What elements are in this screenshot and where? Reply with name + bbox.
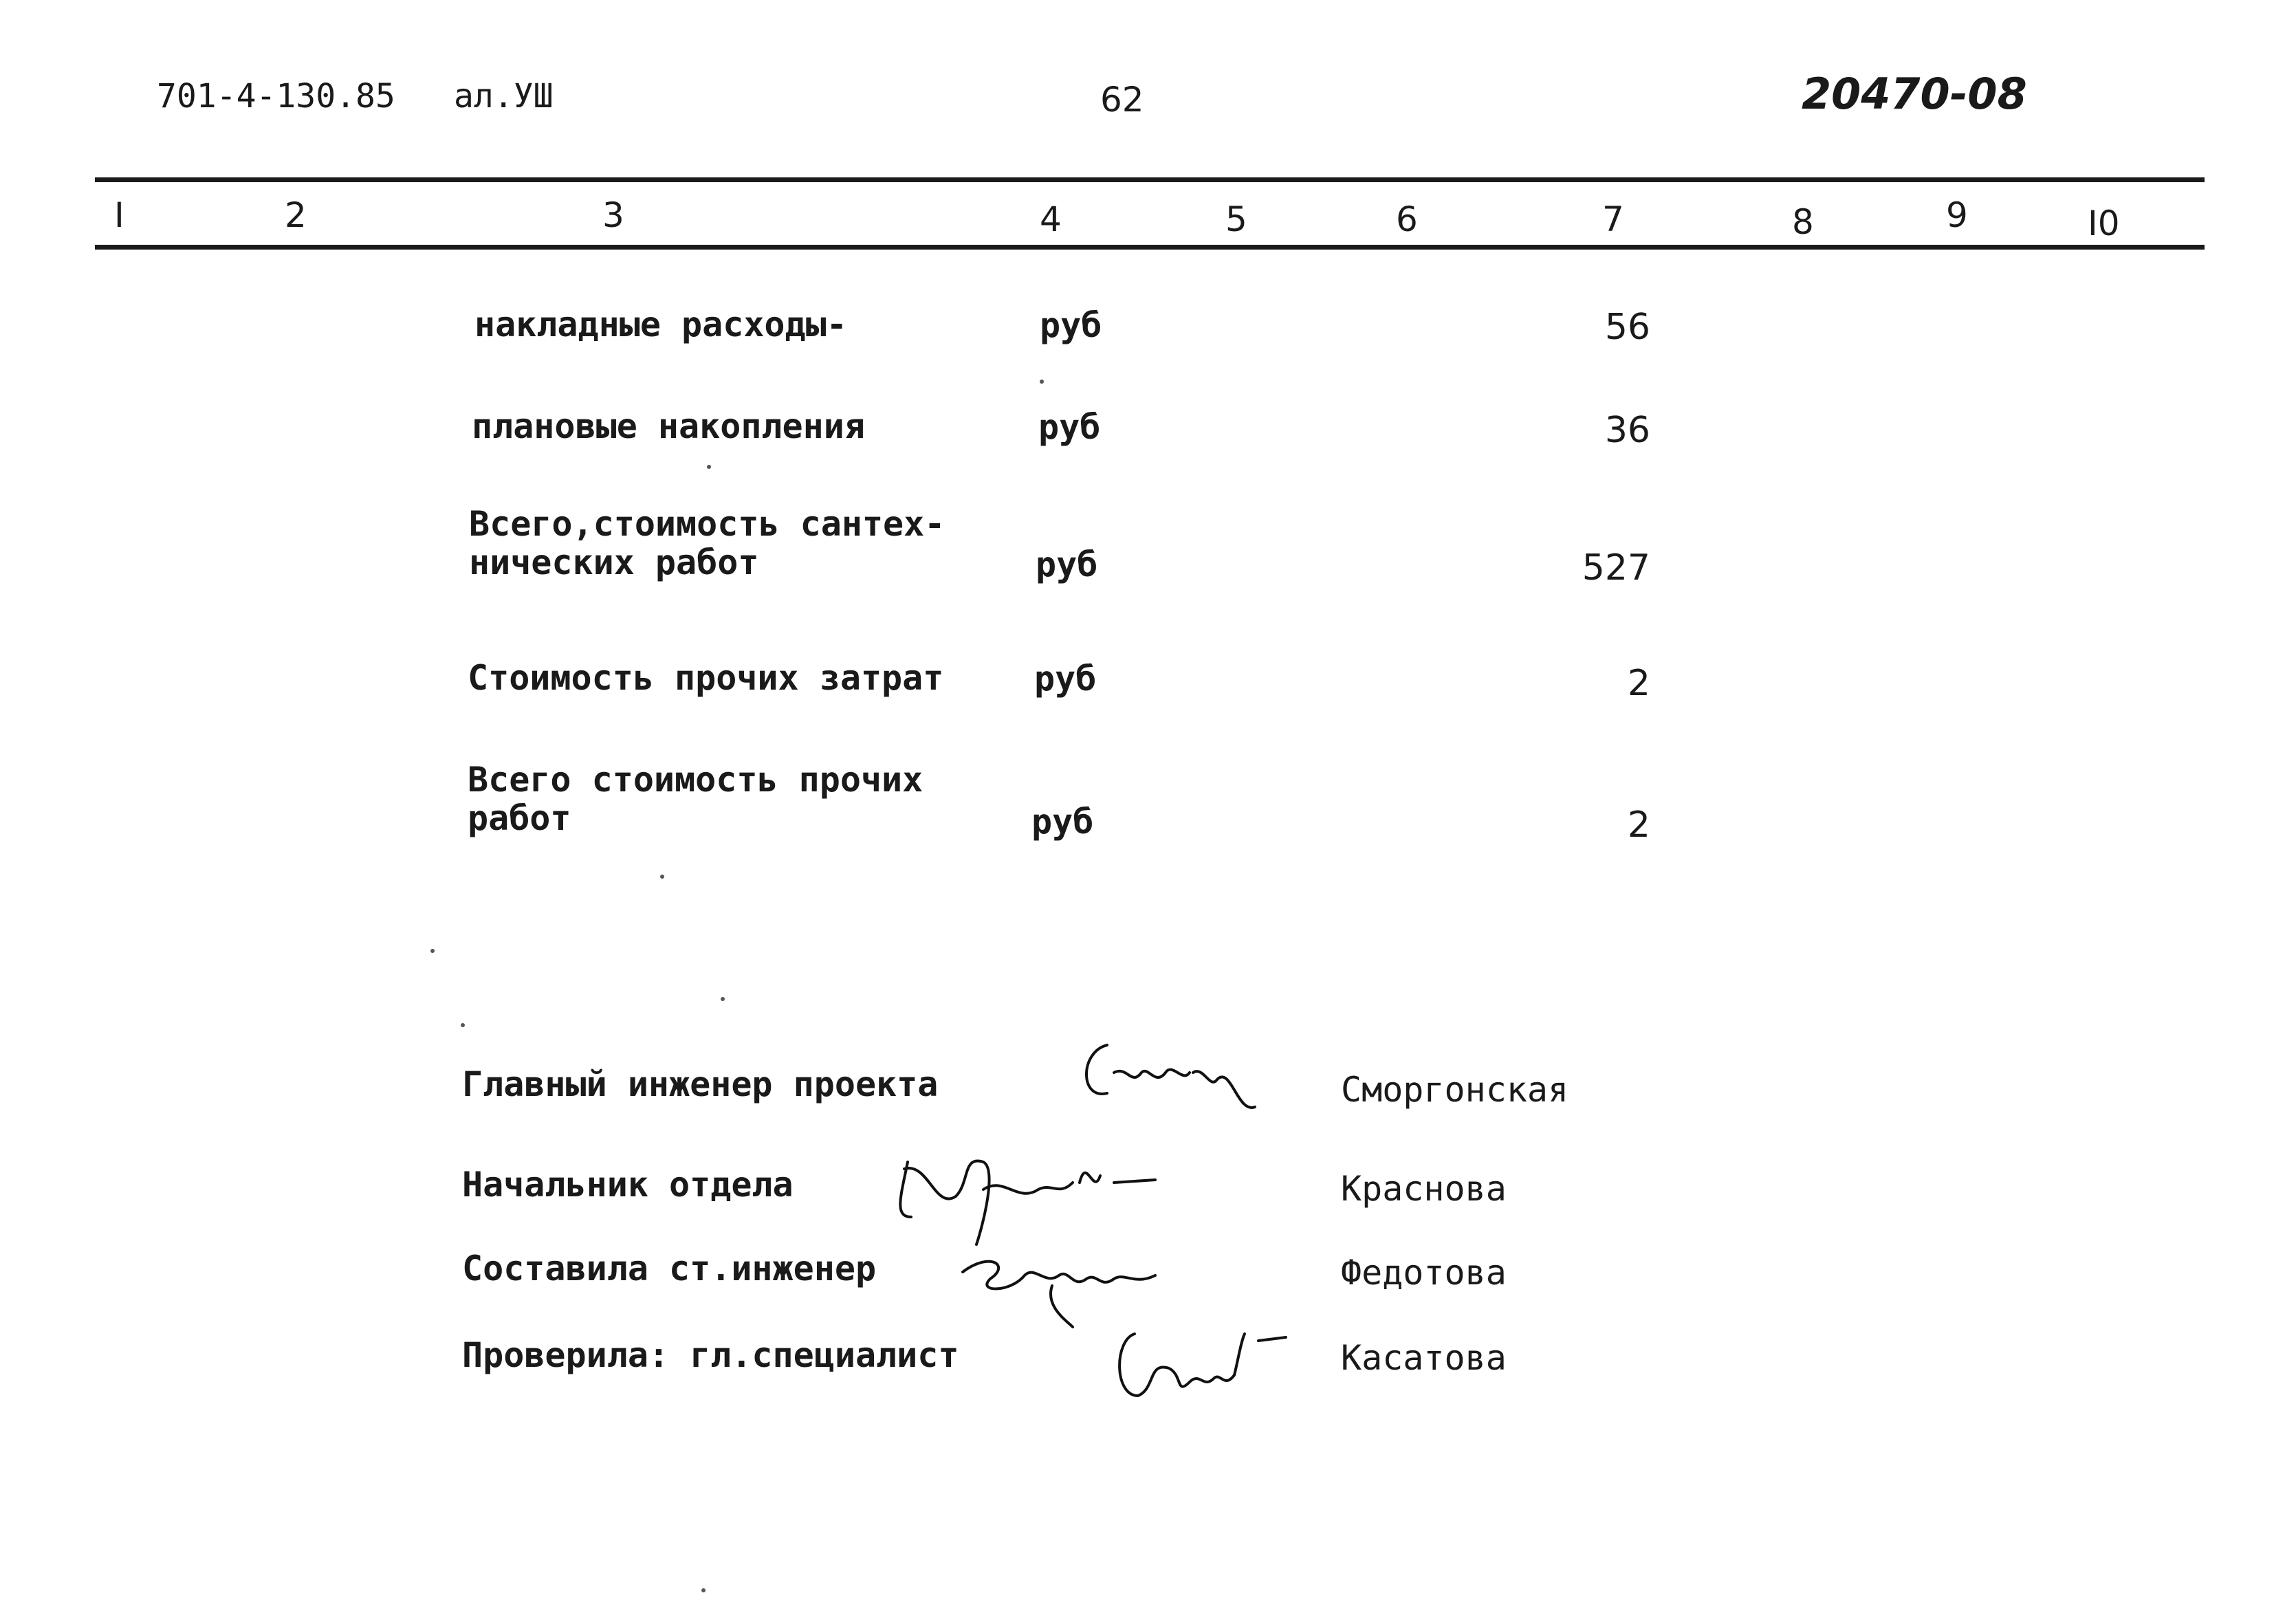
column-number: I	[114, 195, 124, 235]
scan-speck	[1040, 380, 1044, 384]
cost-item-plumbing-total: Всего,стоимость сантех- нических работ	[469, 504, 945, 582]
signature-scribble	[1066, 1024, 1272, 1134]
header-bottom-rule	[95, 245, 2205, 250]
sheet-label: ал.УШ	[454, 77, 554, 116]
column-number: 8	[1792, 202, 1814, 242]
scan-speck	[707, 465, 711, 469]
column-number: 3	[602, 195, 624, 235]
value: 2	[1627, 663, 1650, 704]
scan-speck	[461, 1023, 465, 1027]
top-rule	[95, 177, 2205, 182]
value: 527	[1582, 547, 1650, 589]
document-code: 701-4-130.85	[157, 77, 395, 116]
column-number: 6	[1396, 199, 1418, 239]
signer-name: Федотова	[1341, 1253, 1507, 1293]
registration-number: 20470-08	[1802, 69, 2027, 119]
value: 2	[1627, 804, 1650, 846]
column-number: 2	[285, 195, 307, 235]
column-number: 7	[1602, 199, 1624, 239]
unit: руб	[1036, 545, 1098, 584]
signer-name: Краснова	[1341, 1169, 1507, 1209]
signature-role: Проверила: гл.специалист	[462, 1335, 959, 1375]
cost-item-planned-savings: плановые накопления	[472, 406, 865, 446]
signature-scribble	[1100, 1313, 1307, 1416]
cost-item-overheads: накладные расходы-	[474, 305, 847, 344]
cost-item-other-works-total: Всего стоимость прочих работ	[468, 760, 923, 838]
scan-speck	[721, 997, 725, 1001]
unit: руб	[1040, 305, 1102, 345]
signature-role: Составила ст.инженер	[462, 1249, 877, 1288]
page-number: 62	[1100, 80, 1144, 120]
unit: руб	[1031, 802, 1094, 842]
scan-speck	[660, 875, 664, 879]
signer-name: Касатова	[1341, 1338, 1507, 1378]
column-number: 5	[1225, 199, 1247, 239]
signer-name: Сморгонская	[1341, 1070, 1569, 1110]
column-number: I0	[2088, 204, 2120, 243]
signature-scribble	[880, 1134, 1169, 1251]
unit: руб	[1038, 407, 1101, 447]
signature-role: Начальник отдела	[462, 1165, 794, 1205]
cost-item-other-expenses: Стоимость прочих затрат	[468, 658, 944, 698]
value: 36	[1604, 410, 1650, 451]
signature-role: Главный инженер проекта	[462, 1064, 939, 1104]
scan-speck	[430, 949, 435, 953]
value: 56	[1604, 307, 1650, 348]
column-number: 9	[1946, 195, 1968, 235]
column-number: 4	[1040, 199, 1062, 239]
scan-speck	[701, 1588, 706, 1592]
unit: руб	[1034, 659, 1097, 699]
